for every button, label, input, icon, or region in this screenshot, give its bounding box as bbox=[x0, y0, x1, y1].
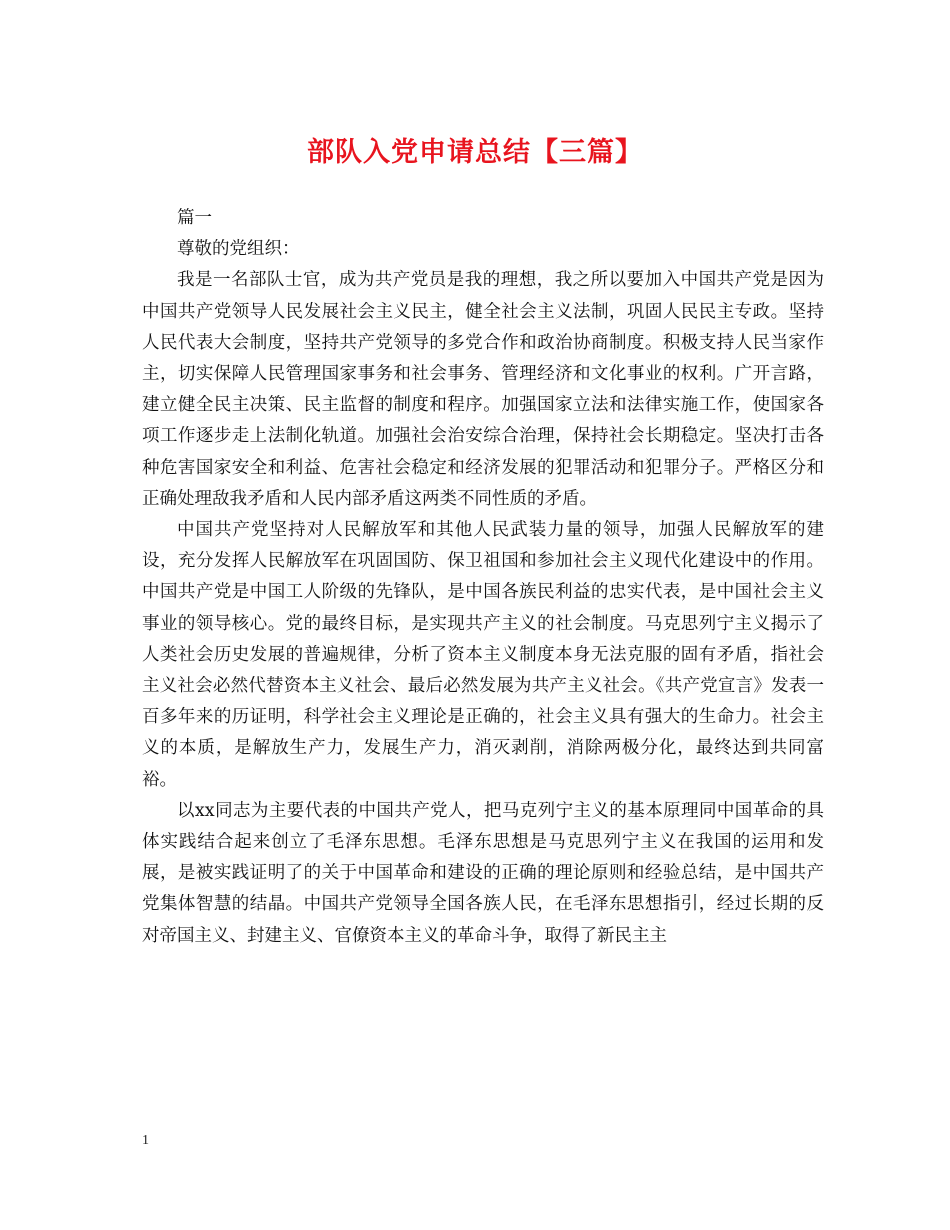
body-paragraph: 我是一名部队士官，成为共产党员是我的理想，我之所以要加入中国共产党是因为中国共产党领导人民发展社会主义民主，健全社会主义法制，巩固人民民主专政。坚持人民代表大会制度，坚持共产党领导的多党合作和政治协商制度。积极支持人民当家作主，切实保障人民管理国家事务和社会事务、管理经济和文化事业的权利。广开言路，建立健全民主决策、民主监督的制度和程序。加强国家立法和法律实施工作，使国家各项工作逐步走上法制化轨道。加强社会治安综合治理，保持社会长期稳定。坚决打击各种危害国家安全和利益、危害社会稳定和经济发展的犯罪活动和犯罪分子。严格区分和正确处理敌我矛盾和人民内部矛盾这两类不同性质的矛盾。 bbox=[142, 270, 824, 509]
document-title: 部队入党申请总结【三篇】 bbox=[307, 137, 643, 168]
page-number: 1 bbox=[142, 1133, 149, 1148]
salutation: 尊敬的党组织： bbox=[177, 239, 300, 260]
body-paragraph: 中国共产党坚持对人民解放军和其他人民武装力量的领导，加强人民解放军的建设，充分发挥人民解放军在巩固国防、保卫祖国和参加社会主义现代化建设中的作用。中国共产党是中国工人阶级的先锋队，是中国各族民利益的忠实代表，是中国社会主义事业的领导核心。党的最终目标，是实现共产主义的社会制度。马克思列宁主义揭示了人类社会历史发展的普遍规律，分析了资本主义制度本身无法克服的固有矛盾，指社会主义社会必然代替资本主义社会、最后必然发展为共产主义社会。《共产党宣言》发表一百多年来的历证明，科学社会主义理论是正确的，社会主义具有强大的生命力。社会主义的本质，是解放生产力，发展生产力，消灭剥削，消除两极分化，最终达到共同富裕。 bbox=[142, 520, 824, 790]
section-label: 篇一 bbox=[177, 208, 212, 228]
document-body bbox=[142, 203, 824, 952]
body-paragraph: 以xx同志为主要代表的中国共产党人，把马克列宁主义的基本原理同中国革命的具体实践结合起来创立了毛泽东思想。毛泽东思想是马克思列宁主义在我国的运用和发展，是被实践证明了的关于中国革命和建设的正确的理论原则和经验总结，是中国共产党集体智慧的结晶。中国共产党领导全国各族人民，在毛泽东思想指引，经过长期的反对帝国主义、封建主义、官僚资本主义的革命斗争，取得了新民主主 bbox=[142, 800, 824, 946]
